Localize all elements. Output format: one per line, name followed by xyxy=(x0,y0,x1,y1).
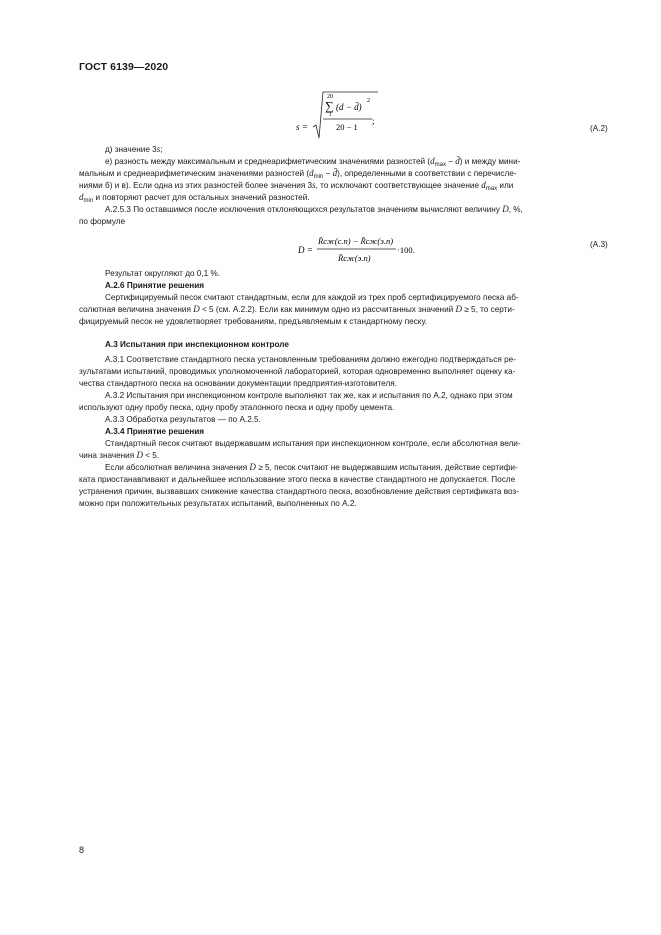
text-line-e1: е) разность между максимальным и среднеарифметическим значениями разностей ($d_{max}$ − d̄) и между мини- xyxy=(105,156,521,168)
text-line-a26-3: фицируемый песок не удовлетворяет требованиям, предъявляемым к стандартному песку. xyxy=(79,317,428,326)
text-line-a34-6: можно при положительных результатах испытаний, выполненных по А.2. xyxy=(79,499,357,508)
text-line-a34-3: Если абсолютная величина значения D ≥ 5, песок считают не выдержавшим испытания, действие сертифи- xyxy=(105,462,518,472)
formula-a2 xyxy=(296,86,386,142)
formula-a3-numerator: R̄сж(с.п) − R̄сж(э.п) xyxy=(318,236,394,246)
text-line-a26-1: Сертифицируемый песок считают стандартным, если для каждой из трех проб сертифицируемого песка аб- xyxy=(105,293,519,302)
sum-upper-limit: 20 xyxy=(327,94,333,100)
equation-number-a2: (А.2) xyxy=(590,124,608,133)
equation-number-a3: (А.3) xyxy=(590,240,608,249)
formula-a3-graphic xyxy=(296,232,436,268)
sum-lower-limit: 1 xyxy=(329,113,332,118)
document-header: ГОСТ 6139—2020 xyxy=(79,61,169,73)
formula-a3-denominator: R̄сж(э.п) xyxy=(338,253,371,263)
formula-a3 xyxy=(296,232,436,268)
formula-a2-graphic xyxy=(296,86,386,142)
text-line-a32-1: А.3.2 Испытания при инспекционном контроле выполняют так же, как и испытания по А.2, однако при этом xyxy=(105,391,513,400)
text-line-a31-1: А.3.1 Соответствие стандартного песка установленным требованиям должно ежегодно подтверждаться ре- xyxy=(105,355,516,364)
formula-a3-lhs: D = xyxy=(298,245,313,255)
text-line-a253: А.2.5.3 По оставшимся после исключения отклоняющихся результатов значениям вычисляют величину D, %, xyxy=(105,204,523,214)
text-line-d: д) значение 3s; xyxy=(105,144,163,154)
denominator: 20 − 1 xyxy=(336,122,358,132)
text-line-a34-5: устранения причин, вызвавших снижение качества стандартного песка, возобновление действия сертификата воз- xyxy=(79,487,519,496)
terminator: ; xyxy=(372,116,375,126)
subsection-a34-title: А.3.4 Принятие решения xyxy=(105,427,205,436)
numerator-exponent: 2 xyxy=(367,98,370,104)
text-line-e4: $d_{min}$ и повторяют расчет для остальных значений разностей. xyxy=(79,192,310,204)
numerator-body: (d − d̄) xyxy=(336,102,362,112)
text-line-a31-2: зультатами испытаний, проводимых уполномоченной лабораторией, которая одновременно выполняет оценку ка- xyxy=(79,367,516,376)
formula-a3-multiplier: ·100. xyxy=(397,245,415,255)
text-line-a34-4: ката приостанавливают и дальнейшее использование этого песка в качестве стандартного не допускается. После xyxy=(79,475,516,484)
subsection-a26-title: А.2.6 Принятие решения xyxy=(105,281,205,290)
text-line-a34-2: чина значения D < 5. xyxy=(79,450,160,460)
text-line-a32-2: используют одну пробу песка, одну пробу эталонного песка и одну пробу цемента. xyxy=(79,403,395,412)
text-line-a31-3: чества стандартного песка на основании документации предприятия-изготовителя. xyxy=(79,379,397,388)
text-line-rounding: Результат округляют до 0,1 %. xyxy=(105,269,221,278)
text-line-e3: ниями б) и в). Если одна из этих разностей более значения 3s, то исключают соответствующее значение $d_{max}$ или xyxy=(79,180,514,192)
formula-a2-lhs: s = xyxy=(296,122,308,132)
text-line-e2: мальным и среднеарифметическим значениями разностей ($d_{min}$ − d̄), определенными в соответствии с перечисле- xyxy=(79,168,517,180)
text-line-a26-2: солютная величина значения D < 5 (см. А.2.2). Если как минимум одно из рассчитанных значений D ≥ 5, то серти- xyxy=(79,304,515,314)
section-a3-title: А.3 Испытания при инспекционном контроле xyxy=(105,340,289,349)
text-line-a33: А.3.3 Обработка результатов — по А.2.5. xyxy=(105,415,261,424)
text-line-a34-1: Стандартный песок считают выдержавшим испытания при инспекционном контроле, если абсолютная вели- xyxy=(105,439,521,448)
sum-sign: ∑ xyxy=(325,99,334,113)
page-number: 8 xyxy=(79,845,85,855)
text-line-formula-intro: по формуле xyxy=(79,217,126,226)
